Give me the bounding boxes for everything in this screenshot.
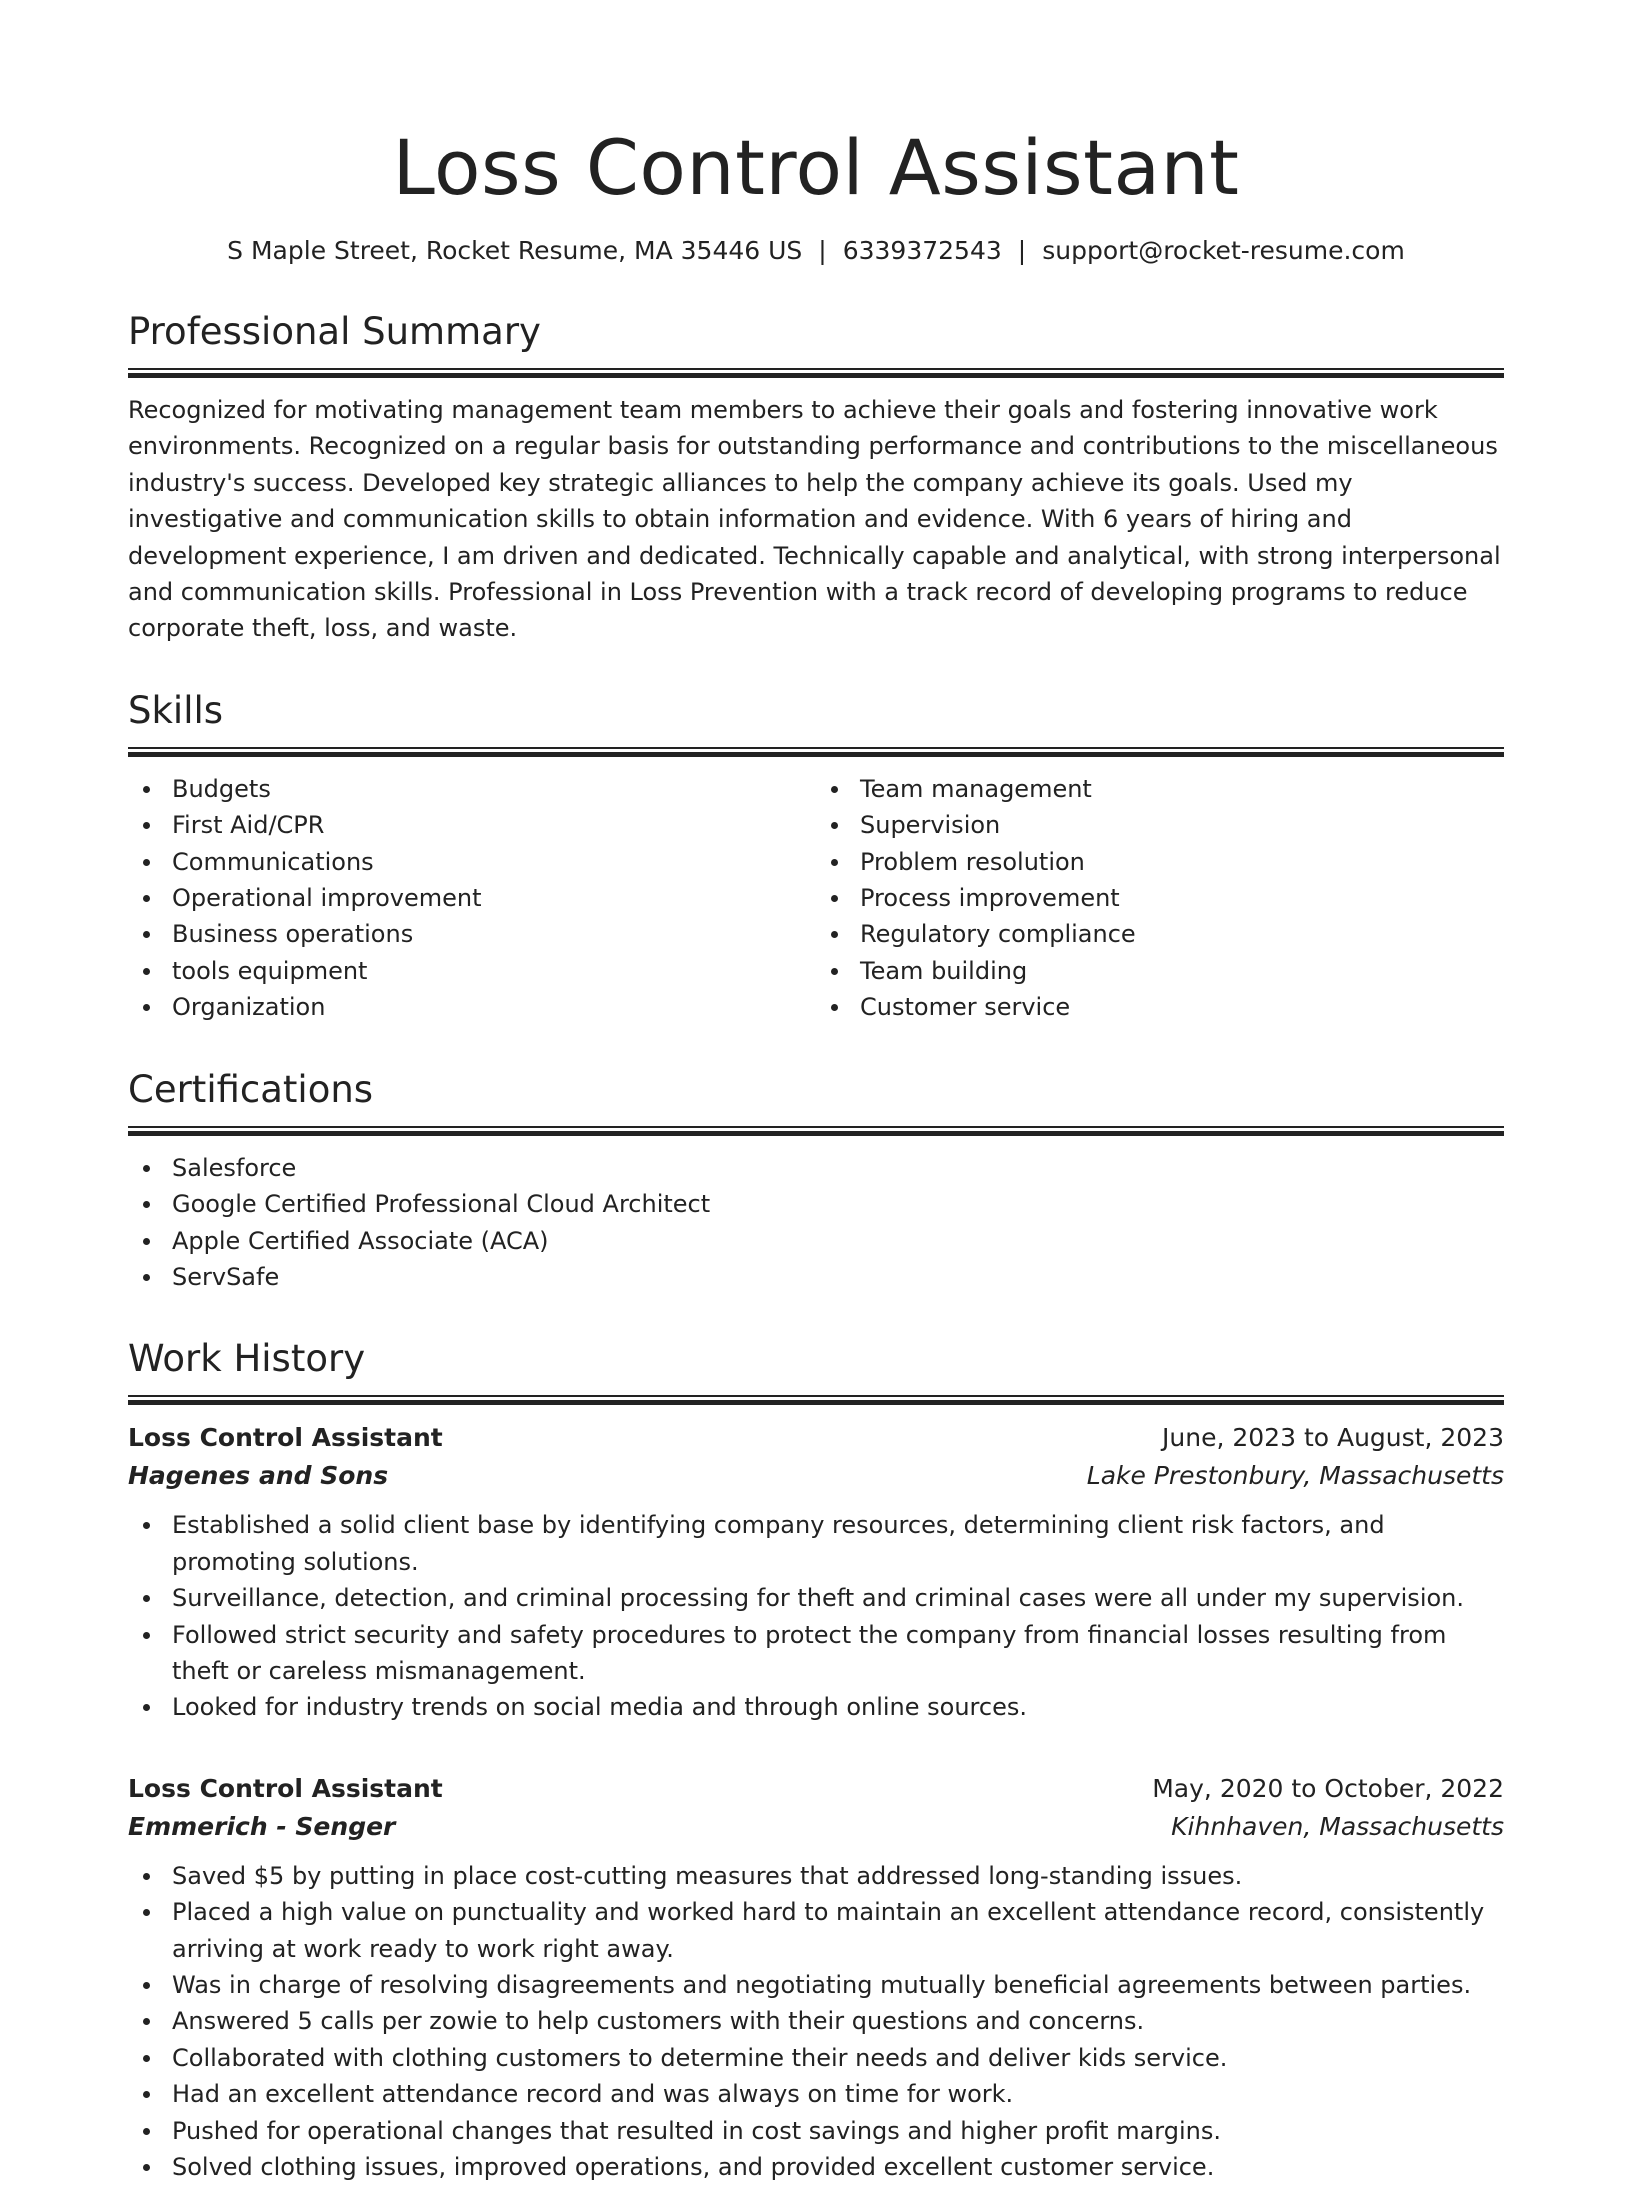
skill-item: Customer service [816,989,1504,1025]
job-bullet: Pushed for operational changes that resulted in cost savings and higher profit margins. [128,2113,1504,2149]
certifications-section [128,1066,1504,1296]
skill-item: Budgets [128,771,816,807]
certification-item: Apple Certified Associate (ACA) [128,1223,1504,1259]
job-bullet: Answered 5 calls per zowie to help customers with their questions and concerns. [128,2003,1504,2039]
skills-grid [128,771,1504,1026]
job-header-row [128,1419,1504,1457]
job-bullet: Followed strict security and safety procedures to protect the company from financial losses resulting from theft or careless mismanagement. [128,1617,1504,1690]
skill-item: Operational improvement [128,880,816,916]
summary-text: Recognized for motivating management team members to achieve their goals and fostering innovative work environments. Recognized on a regular basis for outstanding performance and contributions to the miscellaneous industry's success. Developed key strategic alliances to help the company achieve its goals. Used my investigative and communication skills to obtain information and evidence. With 6 years of hiring and development experience, I am driven and dedicated. Technically capable and analytical, with strong interpersonal and communication skills. Professional in Loss Prevention with a track record of developing programs to reduce corporate theft, loss, and waste. [128,396,1501,643]
summary-section [128,308,1504,647]
job-entry [128,1419,1504,1725]
contact-phone: 6339372543 [842,236,1002,265]
job-company: Hagenes and Sons [128,1461,389,1491]
section-title-certifications: Certifications [128,1067,374,1111]
job-bullets [128,1858,1504,2185]
contact-email: support@rocket-resume.com [1042,236,1405,265]
job-company-row [128,1457,1504,1495]
job-bullets [128,1507,1504,1725]
job-title: Loss Control Assistant [128,1423,443,1453]
skill-item: First Aid/CPR [128,807,816,843]
skill-item: Team building [816,953,1504,989]
job-entry [128,1770,1504,2185]
contact-line [128,234,1504,268]
section-divider [128,747,1504,757]
skill-item: Business operations [128,916,816,952]
job-header-row [128,1770,1504,1808]
contact-separator: | [1017,236,1027,265]
job-bullet: Collaborated with clothing customers to determine their needs and deliver kids service. [128,2040,1504,2076]
job-location: Kihnhaven, Massachusetts [1171,1811,1504,1841]
job-bullet: Saved $5 by putting in place cost-cutting measures that addressed long-standing issues. [128,1858,1504,1894]
job-bullet: Established a solid client base by identifying company resources, determining client risk factors, and promoting solutions. [128,1507,1504,1580]
certification-item: Google Certified Professional Cloud Architect [128,1186,1504,1222]
contact-address: S Maple Street, Rocket Resume, MA 35446 US [227,236,803,265]
job-bullet: Solved clothing issues, improved operations, and provided excellent customer service. [128,2149,1504,2185]
job-bullet: Placed a high value on punctuality and worked hard to maintain an excellent attendance record, consistently arriving at work ready to work right away. [128,1894,1504,1967]
skills-section [128,687,1504,1026]
skills-list-right [816,771,1504,1026]
job-bullet: Looked for industry trends on social media and through online sources. [128,1689,1504,1725]
job-company-row [128,1808,1504,1846]
work-history-section [128,1335,1504,2185]
skill-item: Organization [128,989,816,1025]
section-title-work-history: Work History [128,1337,366,1381]
resume-name: Loss Control Assistant [392,123,1240,212]
skill-item: Regulatory compliance [816,916,1504,952]
resume-header [128,120,1504,268]
section-title-skills: Skills [128,688,224,732]
job-company: Emmerich - Senger [128,1811,396,1841]
job-bullet: Was in charge of resolving disagreements and negotiating mutually beneficial agreements between parties. [128,1967,1504,2003]
job-title: Loss Control Assistant [128,1773,443,1803]
contact-separator: | [818,236,827,265]
skill-item: Communications [128,844,816,880]
certification-item: Salesforce [128,1150,1504,1186]
certification-item: ServSafe [128,1259,1504,1295]
skill-item: Problem resolution [816,844,1504,880]
section-title-summary: Professional Summary [128,310,541,353]
job-bullet: Had an excellent attendance record and was always on time for work. [128,2076,1504,2112]
section-divider [128,1126,1504,1136]
skill-item: Process improvement [816,880,1504,916]
job-dates: June, 2023 to August, 2023 [1162,1423,1504,1453]
skill-item: Supervision [816,807,1504,843]
certifications-list [128,1150,1504,1296]
skill-item: tools equipment [128,953,816,989]
skill-item: Team management [816,771,1504,807]
skills-list-left [128,771,816,1026]
job-dates: May, 2020 to October, 2022 [1152,1773,1504,1803]
job-bullet: Surveillance, detection, and criminal processing for theft and criminal cases were all under my supervision. [128,1580,1504,1616]
section-divider [128,1395,1504,1405]
job-location: Lake Prestonbury, Massachusetts [1086,1461,1504,1491]
section-divider [128,368,1504,378]
